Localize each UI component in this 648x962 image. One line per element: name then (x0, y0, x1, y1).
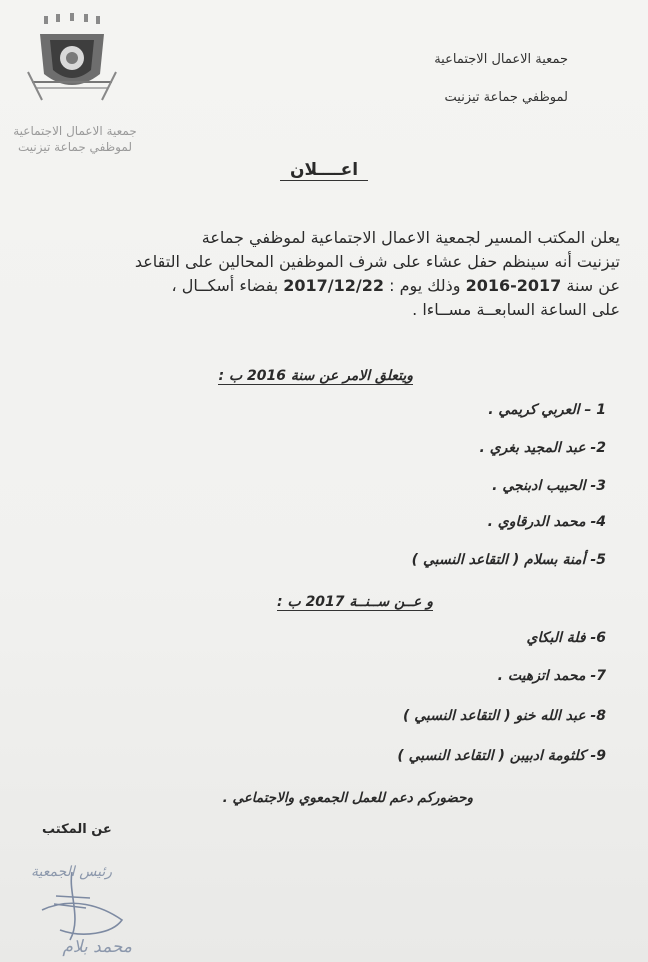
list-item: 7- محمد اتزهيت . (497, 668, 606, 684)
title-text: اعــــلان (280, 160, 368, 181)
logo-emblem (22, 12, 122, 112)
list-item: 1 – العربي كريمي . (488, 402, 606, 418)
closing-line: وحضوركم دعم للعمل الجمعوي والاجتماعي . (222, 790, 473, 806)
logo-caption-line1: جمعية الاعمال الاجتماعية (13, 124, 137, 138)
section-heading-2016 (218, 368, 413, 384)
list-item: 3- الحبيب ادبنجي . (492, 478, 606, 494)
announcement-title (0, 160, 648, 180)
logo-caption-line2: لموظفي جماعة تيزنيت (18, 140, 132, 154)
stamp-name: محمد بلام (62, 937, 132, 957)
org-name-line1: جمعية الاعمال الاجتماعية (434, 52, 568, 67)
association-logo (10, 12, 140, 152)
body-line-3-start: عن سنة (561, 276, 620, 295)
announcement-body (32, 226, 620, 322)
body-line-4: على الساعة السابعــة مســاءا . (412, 300, 620, 319)
org-name-line2: لموظفي جماعة تيزنيت (444, 90, 568, 105)
retirement-years: 2017-2016 (465, 276, 562, 295)
list-item: 8- عبد الله خنو ( التقاعد النسبي ) (402, 708, 606, 724)
list-item: 6- فلة البكاي (526, 630, 606, 646)
section-heading-2017 (277, 594, 433, 610)
signature-stamp (12, 848, 142, 958)
body-line-2: تيزنيت أنه سينظم حفل عشاء على شرف الموظفين المحالين على التقاعد (134, 252, 620, 271)
list-item: 5- أمنة بسلام ( التقاعد النسبي ) (411, 552, 606, 568)
body-line-3-end: بفضاء أسكــال ، (171, 276, 284, 295)
body-line-3 (32, 274, 620, 298)
list-item: 4- محمد الدرقاوي . (487, 514, 606, 530)
list-item: 2- عبد المجيد بغري . (479, 440, 606, 456)
list-item: 9- كلثومة ادبيبن ( التقاعد النسبي ) (397, 748, 606, 764)
body-line-1: يعلن المكتب المسير لجمعية الاعمال الاجتماعية لموظفي جماعة (201, 228, 620, 247)
section-heading-2016-text: ويتعلق الامر عن سنة 2016 ب : (218, 368, 413, 384)
section-heading-2017-text: و عــن ســنــة 2017 ب : (277, 594, 433, 610)
event-date: 2017/12/22 (283, 276, 384, 295)
stamp-role: رئيس الجمعية (31, 864, 112, 880)
body-line-3-mid: وذلك يوم : (384, 276, 466, 295)
office-label: عن المكتب (42, 822, 112, 837)
